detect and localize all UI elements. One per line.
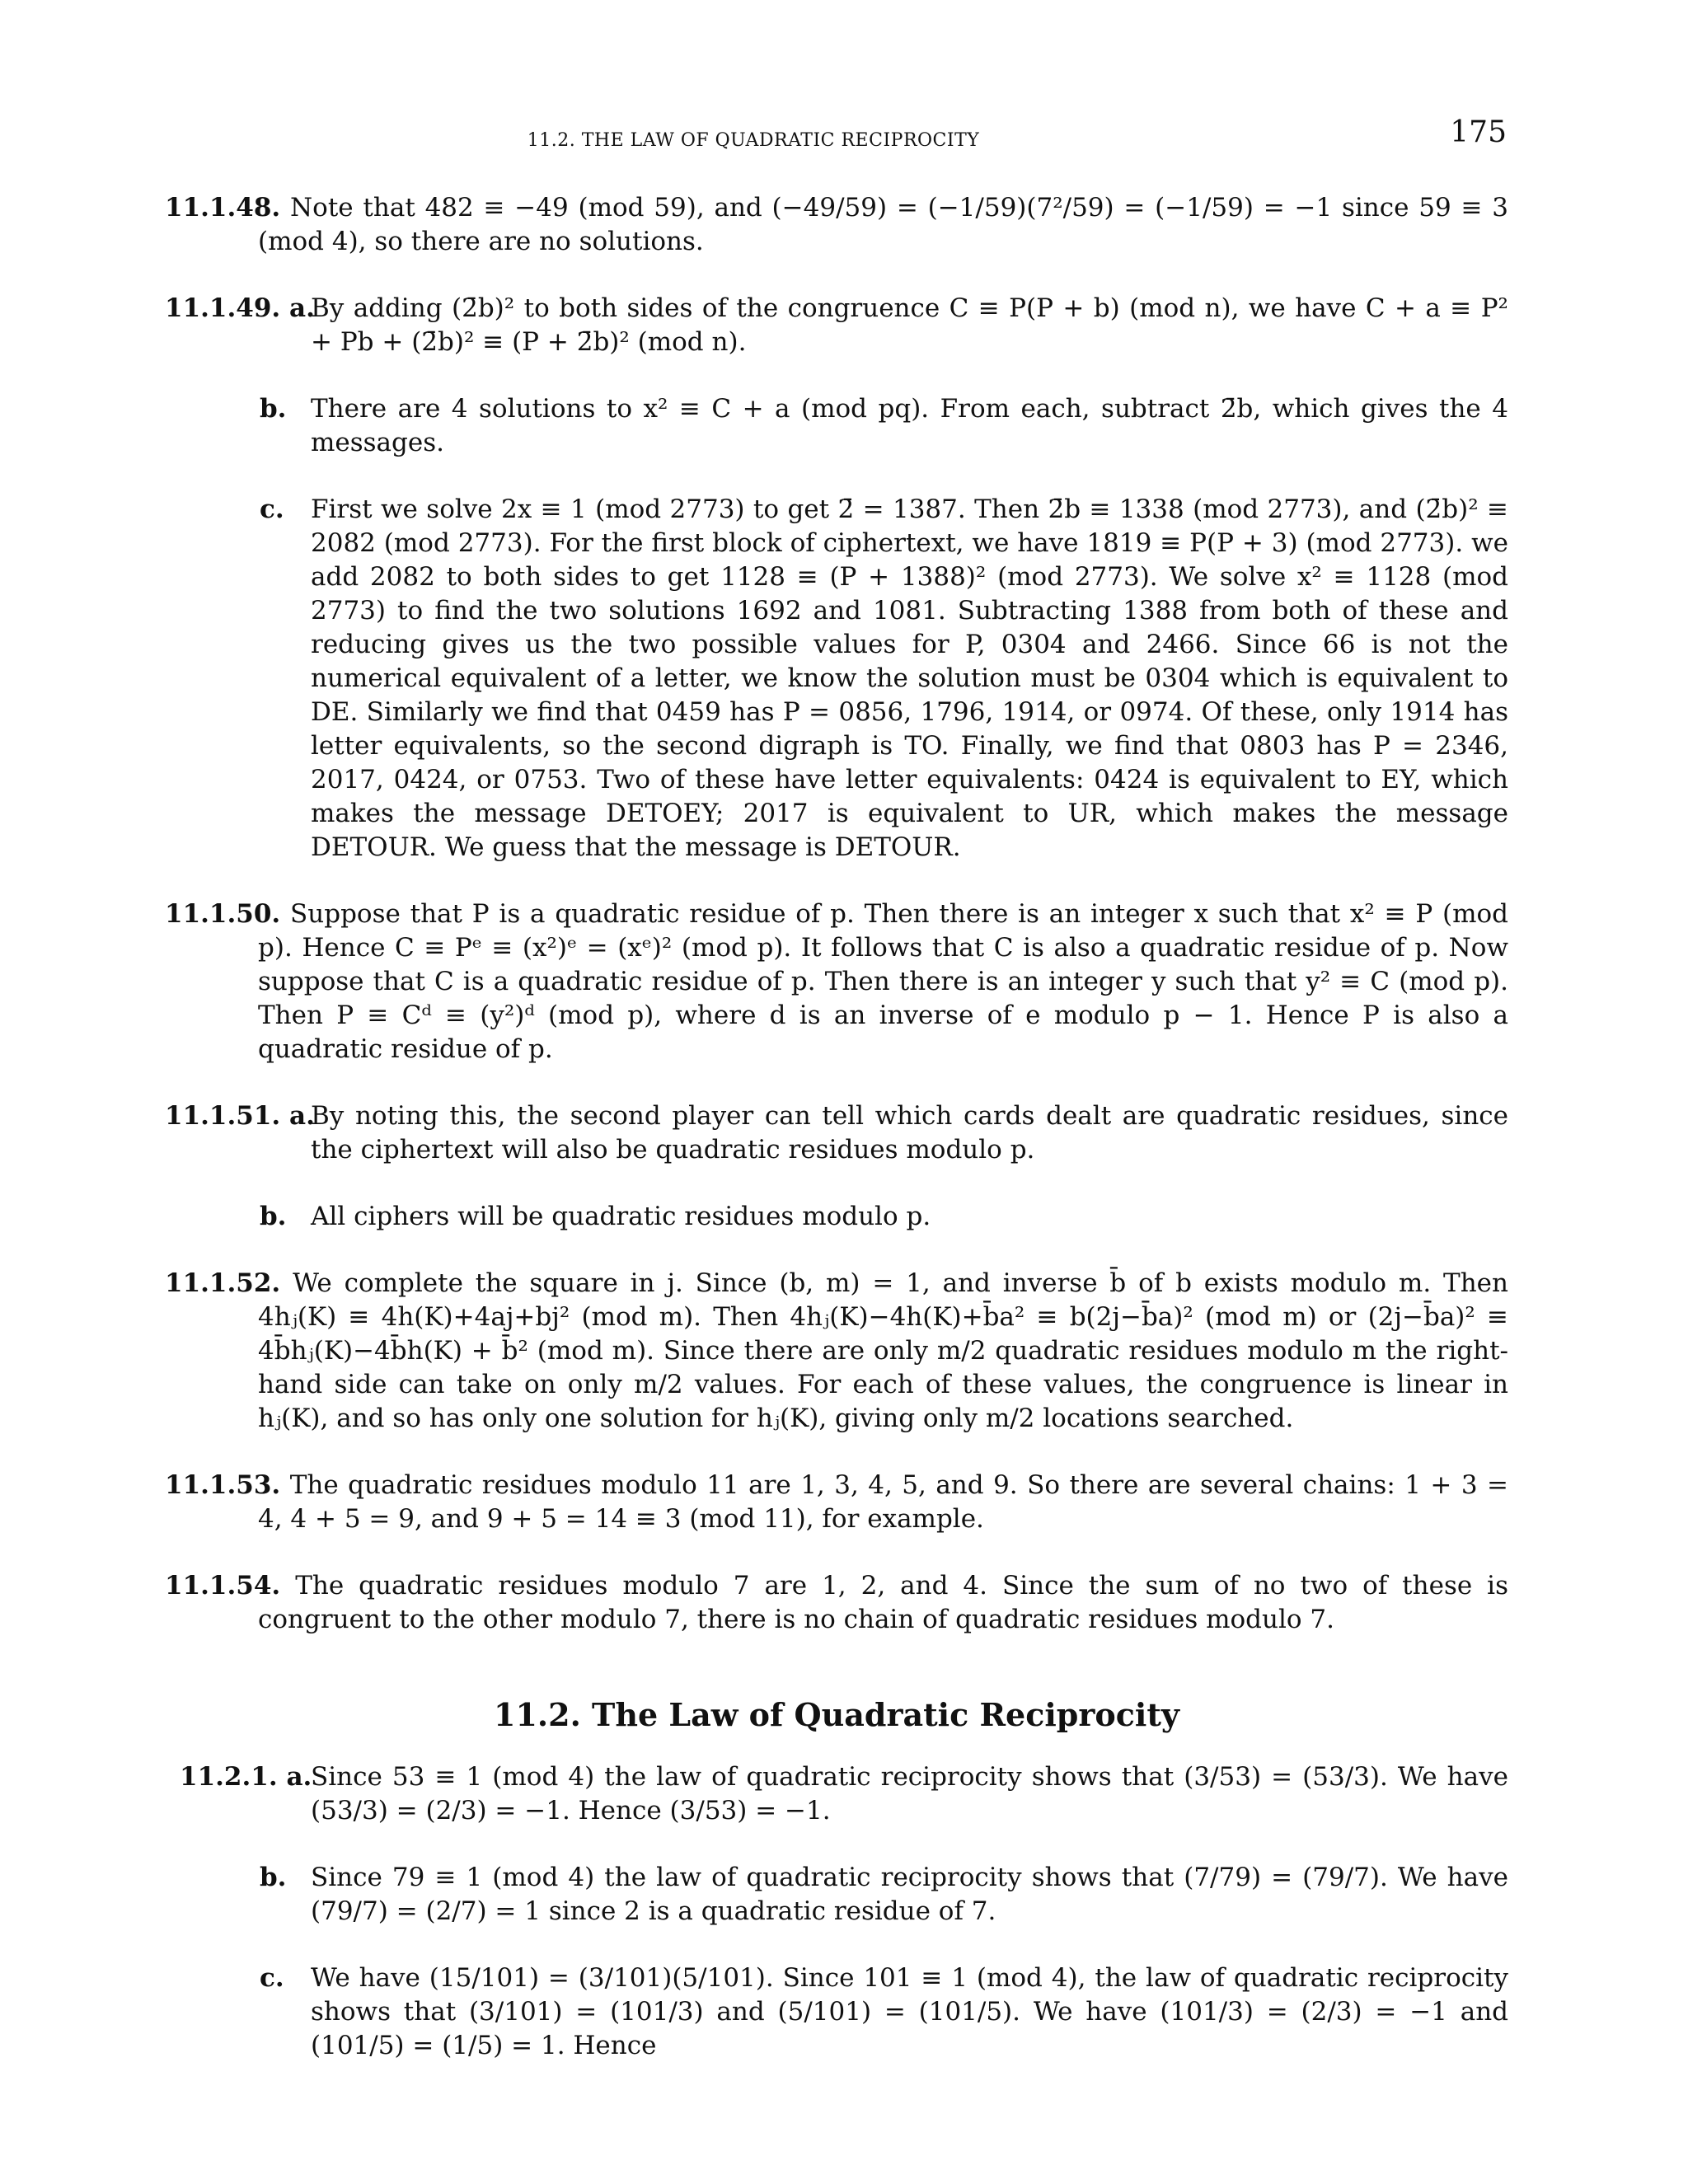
part-text: Since 53 ≡ 1 (mod 4) the law of quadratic reciprocity shows that (3/53) = (53/3). We have (53/3) = (2/3) = −1. Hence (3/53) = −1. xyxy=(311,1762,1508,1825)
problem-number: 11.1.50. xyxy=(165,899,281,929)
problem-number: 11.1.53. xyxy=(165,1470,281,1500)
problem-number: 11.1.52. xyxy=(165,1268,281,1298)
problem-11-2-1 xyxy=(165,1760,1508,2063)
part-text: By adding (2̄b)² to both sides of the congruence C ≡ P(P + b) (mod n), we have C + a ≡ P² + Pb + (2̄b)² ≡ (P + 2̄b)² (mod n). xyxy=(311,293,1508,357)
page-number: 175 xyxy=(1450,115,1507,149)
running-head: 11.2. THE LAW OF QUADRATIC RECIPROCITY xyxy=(527,130,980,151)
part-a xyxy=(165,1099,1508,1167)
problem-number: 11.1.54. xyxy=(165,1571,281,1601)
part-text: All ciphers will be quadratic residues modulo p. xyxy=(311,1202,931,1231)
page-body xyxy=(165,191,1508,2096)
problem-text: We complete the square in j. Since (b, m) = 1, and inverse b̄ of b exists modulo m. Then 4hⱼ(K) ≡ 4h(K)+4aj+bj² (mod m). Then 4hⱼ(K)−4h(K)+b̄a² ≡ b(2j−b̄a)² (mod m) or (2j−b̄a)² ≡ 4b̄hⱼ(K)−4b̄h(K) + b̄² (mod m). Since there are only m/2 quadratic residues modulo m the right-hand side can take on only m/2 values. For each of these values, the congruence is linear in hⱼ(K), and so has only one solution for hⱼ(K), giving only m/2 locations searched. xyxy=(258,1268,1508,1433)
part-text: By noting this, the second player can tell which cards dealt are quadratic residues, since the ciphertext will also be quadratic residues modulo p. xyxy=(311,1101,1508,1165)
part-b xyxy=(165,1200,1508,1234)
part-label: c. xyxy=(260,494,284,524)
problem-text: Note that 482 ≡ −49 (mod 59), and (−49/59) = (−1/59)(7²/59) = (−1/59) = −1 since 59 ≡ 3 (mod 4), so there are no solutions. xyxy=(258,193,1508,256)
part-c xyxy=(165,493,1508,865)
problem-11-1-51 xyxy=(165,1099,1508,1234)
part-b xyxy=(165,1861,1508,1929)
problem-number xyxy=(165,1099,315,1133)
part-label: b. xyxy=(260,1202,287,1231)
problem-11-1-52 xyxy=(165,1267,1508,1436)
part-text: First we solve 2x ≡ 1 (mod 2773) to get 2̄ = 1387. Then 2̄b ≡ 1338 (mod 2773), and (2̄b)² ≡ 2082 (mod 2773). For the first block of ciphertext, we have 1819 ≡ P(P + 3) (mod 2773). we add 2082 to both sides to get 1128 ≡ (P + 1388)² (mod 2773). We solve x² ≡ 1128 (mod 2773) to find the two solutions 1692 and 1081. Subtracting 1388 from both of these and reducing gives us the two possible values for P, 0304 and 2466. Since 66 is not the numerical equivalent of a letter, we know the solution must be 0304 which is equivalent to DE. Similarly we find that 0459 has P = 0856, 1796, 1914, or 0974. Of these, only 1914 has letter equivalents, so the second digraph is TO. Finally, we find that 0803 has P = 2346, 2017, 0424, or 0753. Two of these have letter equivalents: 0424 is equivalent to EY, which makes the message DETOEY; 2017 is equivalent to UR, which makes the message DETOUR. We guess that the message is DETOUR. xyxy=(311,494,1508,862)
part-label: a. xyxy=(289,293,315,323)
problem-text: The quadratic residues modulo 11 are 1, 3, 4, 5, and 9. So there are several chains: 1 + 3 = 4, 4 + 5 = 9, and 9 + 5 = 14 ≡ 3 (mod 11), for example. xyxy=(258,1470,1508,1534)
problem-11-1-50 xyxy=(165,898,1508,1066)
problem-text: Suppose that P is a quadratic residue of p. Then there is an integer x such that x² ≡ P (mod p). Hence C ≡ Pᵉ ≡ (x²)ᵉ = (xᵉ)² (mod p). It follows that C is also a quadratic residue of p. Now suppose that C is a quadratic residue of p. Then there is an integer y such that y² ≡ C (mod p). Then P ≡ Cᵈ ≡ (y²)ᵈ (mod p), where d is an inverse of e modulo p − 1. Hence P is also a quadratic residue of p. xyxy=(258,899,1508,1064)
problem-11-1-53 xyxy=(165,1469,1508,1536)
problem-number-text: 11.1.51. xyxy=(165,1101,281,1131)
part-label: b. xyxy=(260,394,287,424)
part-a xyxy=(165,1760,1508,1828)
section-title: 11.2. The Law of Quadratic Reciprocity xyxy=(494,1696,1179,1733)
problem-11-1-49 xyxy=(165,292,1508,865)
problem-number xyxy=(180,1760,312,1794)
part-text: There are 4 solutions to x² ≡ C + a (mod pq). From each, subtract 2̄b, which gives the 4 messages. xyxy=(311,394,1508,457)
part-label: c. xyxy=(260,1963,284,1993)
problem-number xyxy=(165,292,315,326)
problem-number: 11.1.48. xyxy=(165,193,281,223)
part-text: We have (15/101) = (3/101)(5/101). Since 101 ≡ 1 (mod 4), the law of quadratic reciprocity shows that (3/101) = (101/3) and (5/101) = (101/5). We have (101/3) = (2/3) = −1 and (101/5) = (1/5) = 1. Hence xyxy=(311,1963,1508,2060)
part-label: a. xyxy=(286,1762,312,1792)
part-c xyxy=(165,1961,1508,2063)
problem-11-1-54 xyxy=(165,1569,1508,1637)
problem-text: The quadratic residues modulo 7 are 1, 2, and 4. Since the sum of no two of these is congruent to the other modulo 7, there is no chain of quadratic residues modulo 7. xyxy=(258,1571,1508,1634)
part-label: b. xyxy=(260,1863,287,1892)
problem-number-text: 11.2.1. xyxy=(180,1762,278,1792)
problem-number-text: 11.1.49. xyxy=(165,293,281,323)
part-a xyxy=(165,292,1508,359)
part-b xyxy=(165,392,1508,460)
part-label: a. xyxy=(289,1101,315,1131)
problem-11-1-48 xyxy=(165,191,1508,259)
part-text: Since 79 ≡ 1 (mod 4) the law of quadratic reciprocity shows that (7/79) = (79/7). We have (79/7) = (2/7) = 1 since 2 is a quadratic residue of 7. xyxy=(311,1863,1508,1926)
